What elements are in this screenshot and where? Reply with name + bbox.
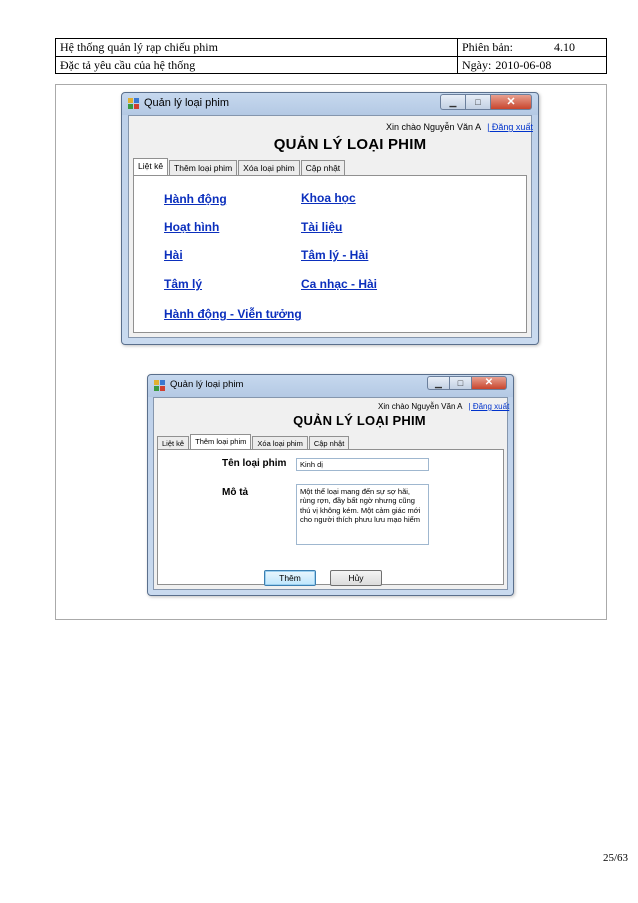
user-greeting [386,122,533,132]
genre-link[interactable]: Tài liệu [301,220,343,234]
tab-add-genre[interactable]: Thêm loại phim [169,160,237,177]
description-label: Mô tả [222,487,249,498]
cancel-button[interactable]: Hủy [330,570,382,586]
tab-list[interactable]: Liệt kê [133,158,168,175]
close-icon[interactable]: ✕ [490,94,532,110]
tab-delete-genre[interactable]: Xóa loại phim [252,436,307,452]
genre-list-window [121,92,539,345]
description-textarea[interactable]: Một thể loại mang đến sự sợ hãi, rùng rợn, đầy bất ngờ nhưng cũng thú vị không kém. Một cảm giác mới cho người thích phưu lưu mạo hiểm [296,484,429,545]
version-value: 4.10 [554,40,575,54]
add-button[interactable]: Thêm [264,570,316,586]
genre-name-label: Tên loại phim [222,458,287,469]
genre-link[interactable]: Hành động [164,192,227,206]
window-title: Quản lý loại phim [144,97,229,109]
document-title: Đặc tả yêu cầu của hệ thống [56,57,458,73]
app-icon [154,380,166,392]
form-title: QUẢN LÝ LOẠI PHIM [273,136,427,153]
add-genre-window [147,374,514,596]
tab-delete-genre[interactable]: Xóa loại phim [238,160,300,177]
header-row-1 [56,39,606,56]
greeting-text: Xin chào Nguyễn Văn A [386,122,482,132]
greeting-text: Xin chào Nguyễn Văn A [378,402,463,411]
app-icon [128,98,140,110]
close-icon[interactable]: ✕ [471,376,507,390]
title-bar[interactable] [122,93,538,115]
maximize-icon[interactable]: □ [465,94,490,110]
minimize-icon[interactable]: ▁ [427,376,449,390]
version-label: Phiên bản: [462,40,513,54]
genre-link[interactable]: Tâm lý [164,277,203,291]
minimize-icon[interactable]: ▁ [440,94,465,110]
genre-name-input[interactable]: Kinh dị [296,458,429,471]
genre-link[interactable]: Khoa học [301,191,356,205]
genre-link[interactable]: Ca nhạc - Hài [301,277,378,291]
genre-link[interactable]: Hài [164,248,183,262]
date-label: Ngày: [462,58,492,72]
genre-link[interactable]: Hoạt hình [164,220,220,234]
header-row-2 [56,56,606,73]
logout-link[interactable]: | Đăng xuất [468,402,510,411]
tab-add-genre[interactable]: Thêm loại phim [190,434,251,450]
window-client-area [128,115,532,338]
window-client-area [153,397,508,590]
date-value: 2010-06-08 [495,58,552,72]
list-tab-panel [133,175,527,333]
user-greeting [378,402,509,411]
document-header-table [55,38,607,74]
title-bar[interactable] [148,375,513,397]
tab-update[interactable]: Cập nhật [301,160,346,177]
form-title: QUẢN LÝ LOẠI PHIM [293,413,426,428]
logout-link[interactable]: | Đăng xuất [487,122,533,132]
genre-link[interactable]: Tâm lý - Hài [301,248,369,262]
tab-list[interactable]: Liệt kê [157,436,189,452]
add-tab-panel [157,449,504,585]
maximize-icon[interactable]: □ [449,376,471,390]
tab-update[interactable]: Cập nhật [309,436,349,452]
page-number: 25/63 [602,852,628,864]
system-name: Hệ thống quản lý rạp chiếu phim [56,39,458,56]
window-title: Quản lý loại phim [170,379,244,390]
genre-link[interactable]: Hành động - Viễn tưởng [164,307,302,321]
